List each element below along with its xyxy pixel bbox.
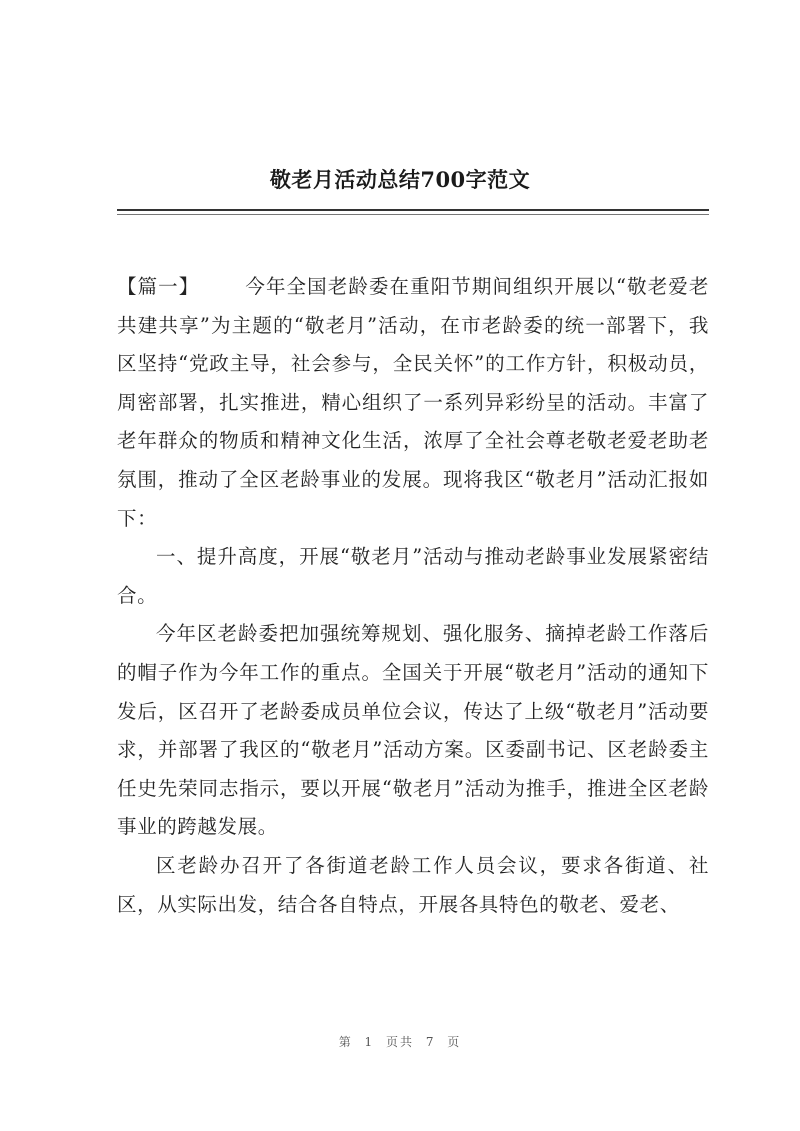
document-body xyxy=(117,268,709,924)
title-divider xyxy=(117,209,709,211)
paragraph-intro xyxy=(117,268,709,538)
title-divider-thin xyxy=(117,214,709,215)
document-title: 敬老月活动总结700字范文 xyxy=(269,167,531,192)
page-number: 第 1 页共 7 页 xyxy=(338,1035,462,1049)
section-heading: 一、提升高度，开展“敬老月”活动与推动老龄事业发展紧密结合。 xyxy=(117,545,709,607)
section-label: 【篇一】 xyxy=(117,275,200,298)
paragraph: 区老龄办召开了各街道老龄工作人员会议，要求各街道、社区，从实际出发，结合各自特点，开展各具特色的敬老、爱老、 xyxy=(117,853,709,916)
paragraph-text: 今年全国老龄委在重阳节期间组织开展以“敬老爱老共建共享”为主题的“敬老月”活动，在市老龄委的统一部署下，我区坚持“党政主导，社会参与，全民关怀”的工作方针，积极动员，周密部署，扎实推进，精心组织了一系列异彩纷呈的活动。丰富了老年群众的物质和精神文化生活，浓厚了全社会尊老敬老爱老助老氛围，推动了全区老龄事业的发展。现将我区“敬老月”活动汇报如下： xyxy=(117,275,709,530)
paragraph: 今年区老龄委把加强统筹规划、强化服务、摘掉老龄工作落后的帽子作为今年工作的重点。全国关于开展“敬老月”活动的通知下发后，区召开了老龄委成员单位会议，传达了上级“敬老月”活动要求，并部署了我区的“敬老月”活动方案。区委副书记、区老龄委主任史先荣同志指示，要以开展“敬老月”活动为推手，推进全区老龄事业的跨越发展。 xyxy=(117,622,709,839)
